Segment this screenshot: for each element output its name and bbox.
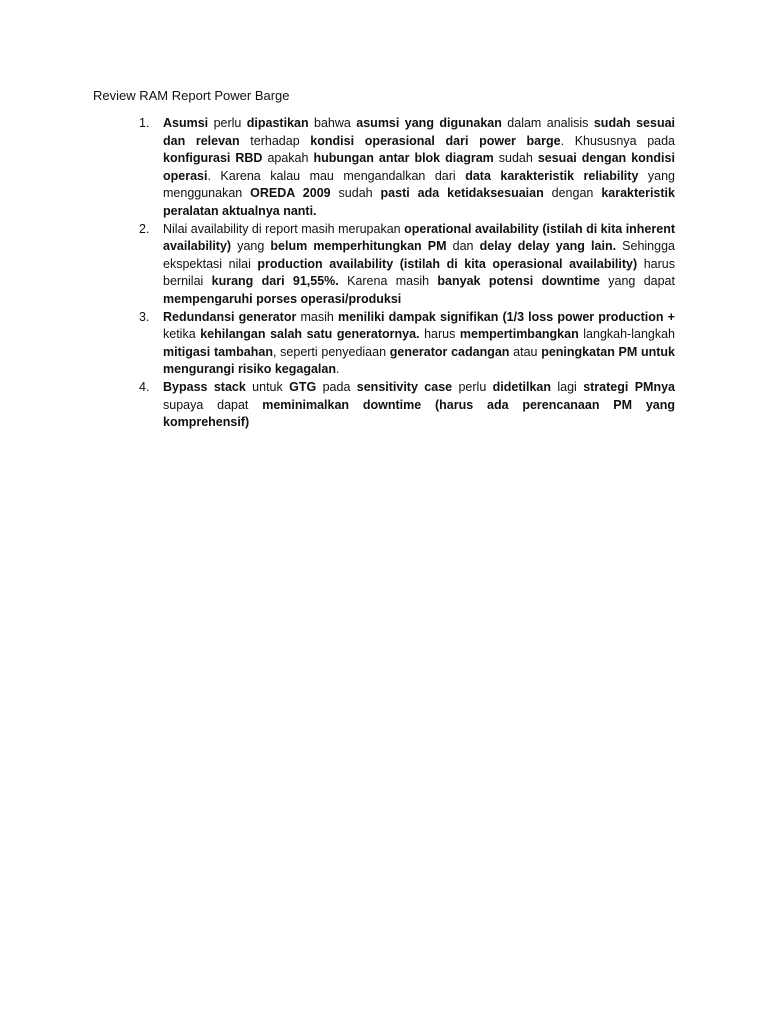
item-text [163,379,675,432]
bold-text-segment: meminimalkan downtime (harus ada perencanaan PM yang komprehensif) [163,397,675,430]
text-segment: ketika [163,327,201,342]
text-segment: yang dapat [599,274,675,289]
bold-text-segment: sensitivity case [356,379,453,394]
list-item [93,115,675,221]
bold-text-segment: Asumsi [163,116,209,130]
bold-text-segment: kondisi operasional dari power barge [310,133,561,148]
bold-text-segment: kehilangan salah satu generatornya. [200,327,420,342]
bold-text-segment: Redundansi generator [163,309,297,324]
text-segment: Sehingga ekspektasi nilai [163,239,675,271]
item-number: 4. [139,379,150,394]
item-text [163,309,675,379]
text-segment: dan [446,239,480,254]
bold-text-segment: hubungan antar blok diagram [313,151,494,166]
text-segment: apakah [262,151,314,166]
bold-text-segment: dipastikan [246,116,309,130]
item-text [163,115,675,221]
bold-text-segment: banyak potensi downtime [437,274,600,289]
bold-text-segment: delay delay yang lain. [479,239,617,254]
text-segment: lagi [550,379,584,394]
bold-text-segment: data karakteristik reliability [465,168,639,183]
document-title: Review RAM Report Power Barge [93,88,290,103]
text-segment: . Khususnya pada [560,133,675,148]
bold-text-segment: belum memperhitungkan PM [270,239,447,254]
bold-text-segment: sudah sesuai dan relevan [163,116,675,148]
text-segment: atau [509,344,542,359]
text-segment: harus [419,327,460,342]
text-segment: perlu [208,116,247,130]
text-segment: perlu [452,379,493,394]
bold-text-segment: karakteristik peralatan aktualnya nanti. [163,186,675,218]
text-segment: . Karena kalau mau mengandalkan dari [207,168,466,183]
text-segment: . [335,362,340,377]
bold-text-segment: generator cadangan [389,344,510,359]
text-segment: yang [231,239,271,254]
bold-text-segment: GTG [289,379,317,394]
item-number: 3. [139,309,150,324]
bold-text-segment: mempertimbangkan [459,327,579,342]
text-segment: masih [296,309,338,324]
bold-text-segment: kurang dari 91,55%. [211,274,339,289]
item-text [163,221,675,309]
text-segment: harus bernilai [163,256,675,289]
bold-text-segment: asumsi yang digunakan [356,116,502,130]
bold-text-segment: sesuai dengan kondisi operasi [163,151,675,183]
bold-text-segment: strategi PMnya [583,379,675,394]
text-segment: supaya dapat [163,397,263,412]
bold-text-segment: OREDA 2009 [250,186,331,201]
bold-text-segment: Bypass stack [163,379,246,394]
text-segment: langkah-langkah [578,327,675,342]
text-segment: terhadap [239,133,311,148]
item-number: 2. [139,221,150,236]
bold-text-segment: pasti ada ketidaksesuaian [380,186,544,201]
text-segment: dalam analisis [501,116,594,130]
text-segment: sudah [493,151,538,166]
bold-text-segment: mitigasi tambahan [163,344,273,359]
text-segment: dengan [543,186,602,201]
bold-text-segment: didetilkan [492,379,551,394]
text-segment: untuk [245,379,290,394]
bold-text-segment: production availability (istilah di kita operasional availability) [257,256,638,271]
bold-text-segment: konfigurasi RBD [163,151,263,166]
text-segment: , seperti penyediaan [272,344,390,359]
review-list [93,115,675,432]
bold-text-segment: peningkatan PM untuk mengurangi risiko kegagalan [163,344,676,377]
list-item [93,379,675,432]
text-segment: bahwa [308,116,357,130]
list-item [93,221,675,309]
bold-text-segment: meniliki dampak signifikan (1/3 loss power production + [337,309,675,324]
text-segment: Karena masih [338,274,438,289]
text-segment: yang menggunakan [163,168,675,201]
text-segment: Nilai availability di report masih merupakan [163,221,405,236]
list-item [93,309,675,379]
item-number: 1. [139,116,150,130]
bold-text-segment: mempengaruhi porses operasi/produksi [163,291,402,306]
bold-text-segment: operational availability (istilah di kita inherent availability) [163,221,675,254]
text-segment: pada [316,379,357,394]
text-segment: sudah [330,186,381,201]
